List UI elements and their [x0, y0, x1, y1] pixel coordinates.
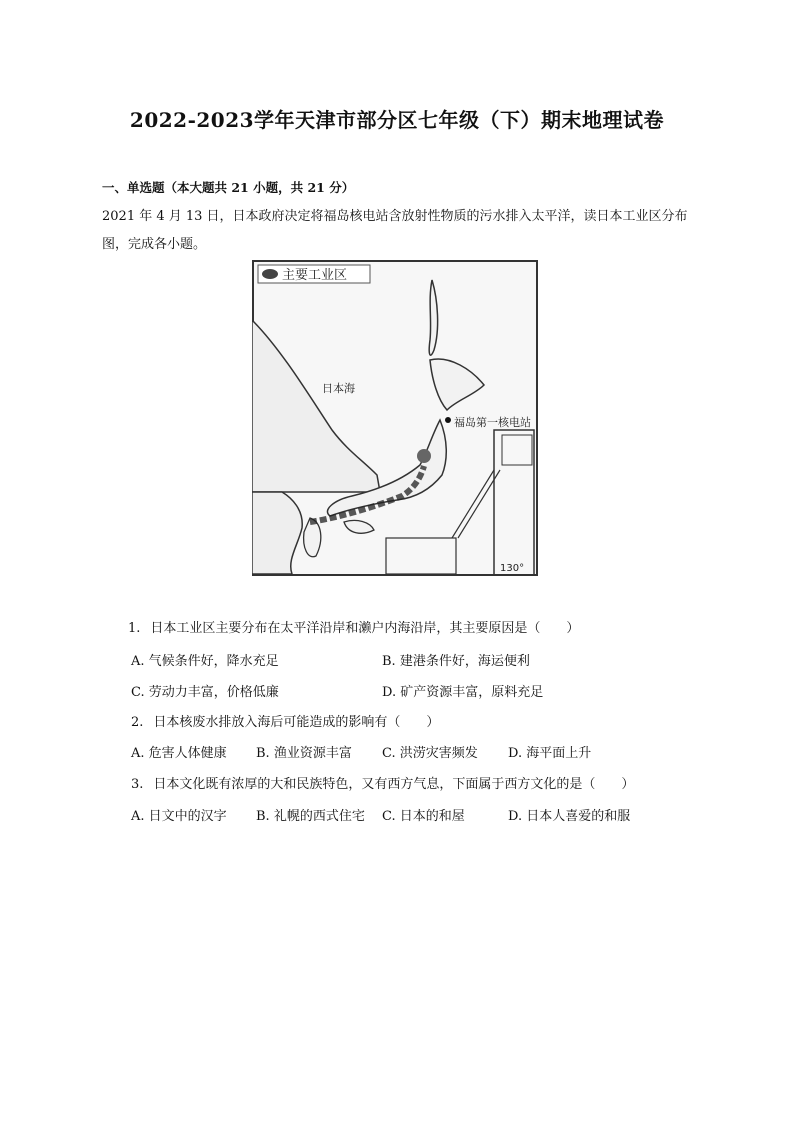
option-1d[interactable]: D. 矿产资源丰富，原料充足 [382, 685, 544, 700]
question-1 [128, 617, 579, 636]
japan-industrial-map [252, 260, 538, 576]
option-1a[interactable]: A. 气候条件好，降水充足 [131, 654, 279, 669]
option-2d[interactable]: D. 海平面上升 [508, 746, 592, 761]
question-number: 1. [128, 621, 141, 636]
option-3a[interactable]: A. 日文中的汉字 [131, 809, 227, 824]
question-number: 3. [131, 777, 144, 792]
question-text: 日本文化既有浓厚的大和民族特色，又有西方气息，下面属于西方文化的是（ ） [153, 777, 635, 792]
page-title: 2022-2023学年天津市部分区七年级（下）期末地理试卷 [129, 108, 665, 132]
map-label-sea: 日本海 [322, 382, 355, 395]
question-number: 2. [131, 715, 144, 730]
option-3c[interactable]: C. 日本的和屋 [382, 809, 465, 824]
option-2c[interactable]: C. 洪涝灾害频发 [382, 746, 478, 761]
option-2a[interactable]: A. 危害人体健康 [131, 746, 227, 761]
question-text: 日本工业区主要分布在太平洋沿岸和濑户内海沿岸，其主要原因是（ ） [150, 621, 580, 636]
question-2 [131, 711, 439, 730]
option-1b[interactable]: B. 建港条件好，海运便利 [382, 654, 530, 669]
map-label-plant: 福岛第一核电站 [454, 416, 531, 429]
map-label-longitude: 130° [500, 563, 525, 574]
option-3d[interactable]: D. 日本人喜爱的和服 [508, 809, 631, 824]
section-heading: 一、单选题（本大题共 21 小题，共 21 分） [102, 180, 355, 195]
intro-paragraph: 2021 年 4 月 13 日，日本政府决定将福岛核电站含放射性物质的污水排入太平洋，读日本工业区分布图，完成各小题。 [102, 209, 688, 252]
option-2b[interactable]: B. 渔业资源丰富 [256, 746, 352, 761]
option-1c[interactable]: C. 劳动力丰富，价格低廉 [131, 685, 279, 700]
question-3 [131, 773, 634, 792]
map-legend-title: 主要工业区 [282, 268, 348, 283]
option-3b[interactable]: B. 礼幌的西式住宅 [256, 809, 365, 824]
question-text: 日本核废水排放入海后可能造成的影响有（ ） [153, 715, 440, 730]
